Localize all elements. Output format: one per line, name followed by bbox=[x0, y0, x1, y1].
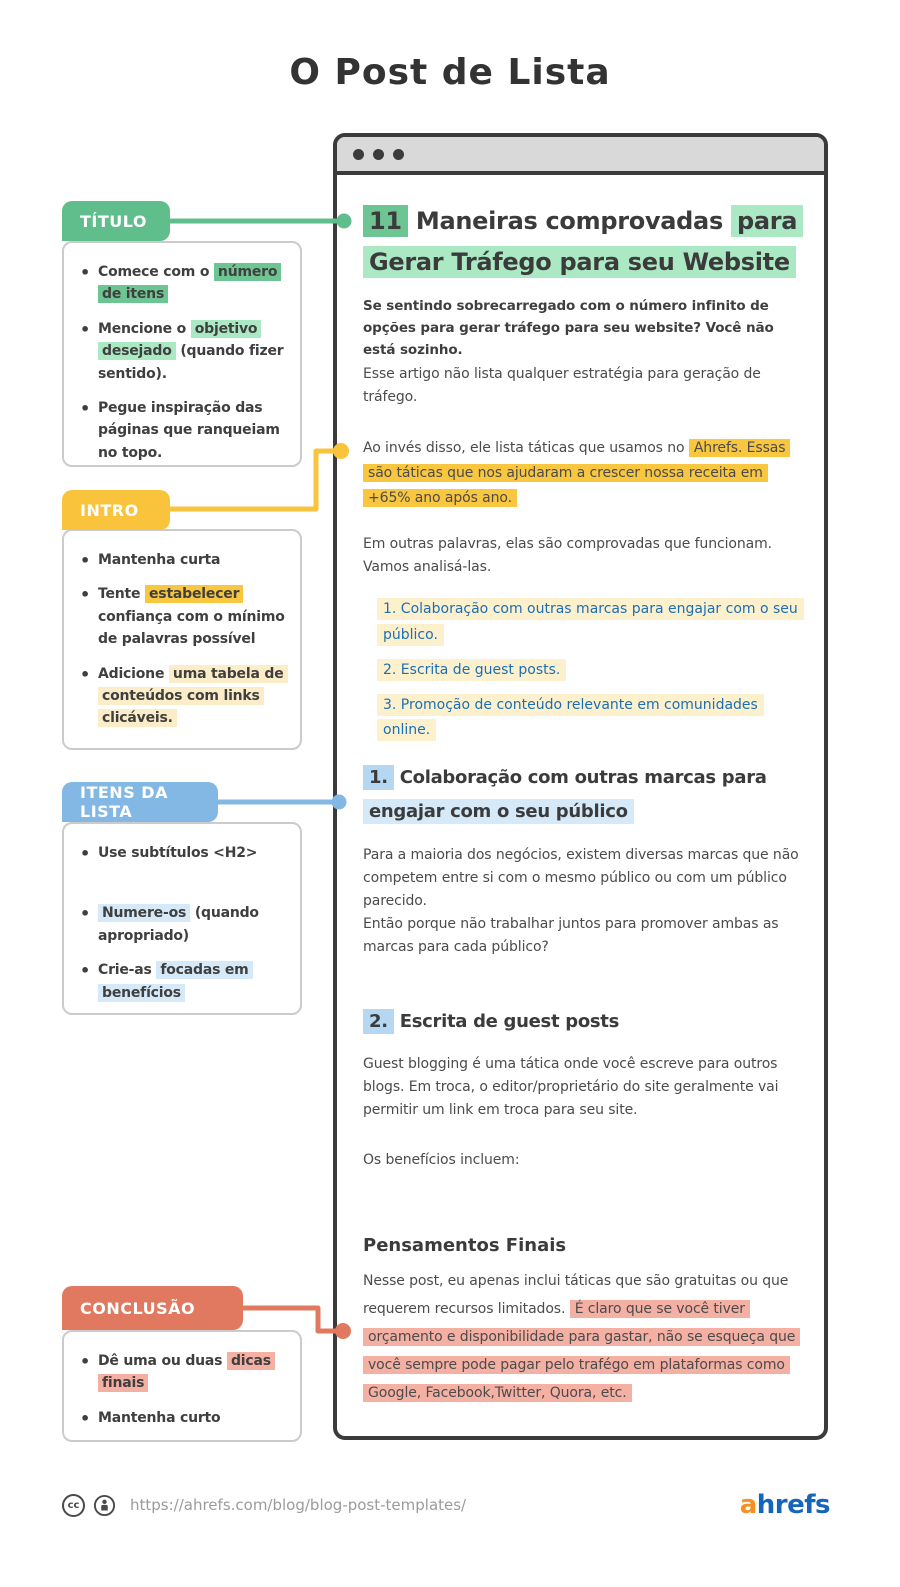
article-heading: 11 Maneiras comprovadas para Gerar Tráfego para seu Website bbox=[363, 201, 804, 283]
article-paragraph: Vamos analisá-las. bbox=[363, 559, 492, 576]
source-url[interactable]: https://ahrefs.com/blog/blog-post-templates/ bbox=[130, 1496, 467, 1514]
bullet-item: • Tente estabelecer confiança com o mínimo de palavras possível bbox=[78, 583, 290, 650]
bullet-item: • Use subtítulos <H2> bbox=[78, 842, 290, 864]
page-title: O Post de Lista bbox=[289, 52, 611, 93]
intro-bullet-list bbox=[78, 549, 290, 730]
connector-titulo bbox=[170, 214, 352, 229]
bullet-item: • Mencione o objetivo desejado (quando fizer sentido). bbox=[78, 318, 290, 385]
final-thoughts-heading: Pensamentos Finais bbox=[363, 1234, 567, 1256]
section-1-heading: 1. Colaboração com outras marcas para engajar com o seu público bbox=[363, 761, 804, 829]
annotation-tab-conclusao: CONCLUSÃO bbox=[62, 1286, 243, 1330]
annotation-tab-titulo: TÍTULO bbox=[62, 201, 170, 241]
ahrefs-logo: ahrefs bbox=[739, 1490, 830, 1520]
annotation-card-conclusao bbox=[62, 1330, 302, 1442]
window-dot-icon bbox=[353, 149, 364, 160]
table-of-contents bbox=[377, 597, 804, 743]
creative-commons-icon: cc bbox=[62, 1494, 85, 1517]
titulo-bullet-list bbox=[78, 261, 290, 464]
bullet-item: • Numere-os (quando apropriado) bbox=[78, 902, 290, 947]
article-lead-paragraph: Se sentindo sobrecarregado com o número infinito de opções para gerar tráfego para seu website? Você não está sozinho. bbox=[363, 297, 774, 359]
toc-item[interactable]: 2. Escrita de guest posts. bbox=[377, 658, 804, 683]
browser-window bbox=[333, 133, 828, 1440]
annotation-tab-intro: INTRO bbox=[62, 490, 170, 530]
license-icons bbox=[62, 1494, 116, 1517]
itens-bullet-list bbox=[78, 842, 290, 1004]
final-thoughts-paragraph: Nesse post, eu apenas inclui táticas que são gratuitas ou que requerem recursos limitados. É claro que se você tiver orçamento e disponibilidade para gastar, não se esqueça que você sempre pode pagar pelo trafégo em plataformas como Google, Facebook,Twitter, Quora, etc. bbox=[363, 1267, 804, 1407]
article-paragraph: Guest blogging é uma tática onde você escreve para outros blogs. Em troca, o editor/proprietário do site geralmente vai permitir um link em troca para seu site. bbox=[363, 1056, 779, 1119]
annotation-tab-itens-da-lista: ITENS DA LISTA bbox=[62, 782, 218, 822]
bullet-item: • Pegue inspiração das páginas que ranqueiam no topo. bbox=[78, 397, 290, 464]
annotation-card-intro bbox=[62, 529, 302, 750]
annotation-card-itens-da-lista bbox=[62, 822, 302, 1015]
bullet-item: • Mantenha curto bbox=[78, 1407, 290, 1429]
section-2-heading: 2. Escrita de guest posts bbox=[363, 1005, 804, 1039]
article-paragraph: Os benefícios incluem: bbox=[363, 1151, 520, 1168]
browser-titlebar bbox=[337, 137, 824, 175]
toc-item[interactable]: 1. Colaboração com outras marcas para engajar com o seu público. bbox=[377, 597, 804, 647]
annotation-card-titulo bbox=[62, 241, 302, 467]
toc-item[interactable]: 3. Promoção de conteúdo relevante em comunidades online. bbox=[377, 693, 804, 743]
article-paragraph: Então porque não trabalhar juntos para promover ambas as marcas para cada público? bbox=[363, 915, 779, 956]
article-paragraph: Para a maioria dos negócios, existem diversas marcas que não competem entre si com o mesmo público ou com um público parecido. bbox=[363, 846, 799, 909]
footer bbox=[62, 1490, 830, 1520]
connector-itens-da-lista bbox=[218, 795, 347, 810]
attribution-person-icon bbox=[93, 1494, 116, 1517]
article-paragraph-ahrefs: Ao invés disso, ele lista táticas que usamos no Ahrefs. Essas são táticas que nos ajudaram a crescer nossa receita em +65% ano após ano. bbox=[363, 436, 804, 512]
bullet-item: • Mantenha curta bbox=[78, 549, 290, 571]
bullet-item: • Crie-as focadas em benefícios bbox=[78, 959, 290, 1004]
window-dot-icon bbox=[373, 149, 384, 160]
bullet-item: • Dê uma ou duas dicas finais bbox=[78, 1350, 290, 1395]
article-content bbox=[337, 175, 824, 1407]
window-dot-icon bbox=[393, 149, 404, 160]
bullet-item: • Comece com o número de itens bbox=[78, 261, 290, 306]
bullet-item: • Adicione uma tabela de conteúdos com links clicáveis. bbox=[78, 663, 290, 730]
article-paragraph: Em outras palavras, elas são comprovadas que funcionam. bbox=[363, 536, 772, 553]
article-paragraph: Esse artigo não lista qualquer estratégia para geração de tráfego. bbox=[363, 366, 761, 406]
conclusao-bullet-list bbox=[78, 1350, 290, 1429]
